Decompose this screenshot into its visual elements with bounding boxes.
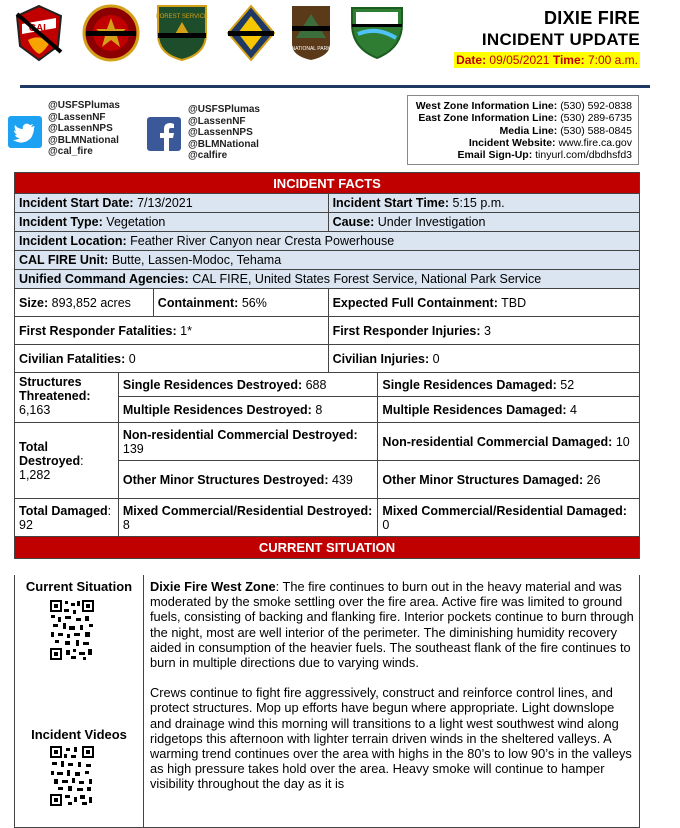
field-label: Non-residential Commercial Damaged:	[382, 434, 613, 449]
field-label: Single Residences Destroyed:	[122, 377, 303, 392]
incident-facts-heading: INCIDENT FACTS	[15, 173, 640, 194]
agencies-cell	[15, 270, 640, 289]
twitter-handle[interactable]: @LassenNF	[48, 111, 106, 123]
unit-cell	[15, 251, 640, 270]
date-time-line	[454, 52, 640, 68]
field-label: Size:	[19, 295, 49, 310]
field-value: 1*	[180, 323, 192, 338]
time-label: Time:	[552, 53, 585, 67]
info-line	[414, 149, 632, 161]
incident-videos-label: Incident Videos	[31, 727, 127, 742]
cal-fire-logo	[14, 4, 64, 62]
twitter-handle[interactable]: @LassenNPS	[48, 123, 113, 134]
field-value: 439	[331, 472, 353, 487]
date-label: Date:	[456, 53, 487, 67]
field-value: Feather River Canyon near Cresta Powerhouse	[130, 234, 395, 248]
civ-fatalities-cell	[15, 345, 329, 373]
field-value: 8	[122, 517, 130, 532]
fr-injuries-cell	[328, 317, 639, 345]
current-situation-section	[14, 575, 640, 828]
field-value: 5:15 p.m.	[452, 196, 505, 210]
info-value: (530) 592-0838	[560, 100, 632, 112]
field-label: Expected Full Containment:	[332, 295, 498, 310]
field-label: Multiple Residences Destroyed:	[122, 402, 312, 417]
contact-info-box	[407, 95, 639, 165]
field-value: 7/13/2021	[137, 196, 193, 210]
field-value: 26	[586, 472, 601, 487]
info-line	[414, 100, 632, 112]
fr-fatalities-cell	[15, 317, 329, 345]
situation-sidebar	[15, 575, 144, 828]
field-label: Other Minor Structures Damaged:	[382, 472, 584, 487]
facebook-handle[interactable]: @LassenNPS	[188, 127, 253, 138]
size-cell	[15, 289, 154, 317]
incident-facts-table	[14, 172, 640, 559]
field-value: 6,163	[19, 403, 51, 417]
facebook-handle[interactable]: @calfire	[188, 150, 228, 161]
time-value: 7:00 a.m.	[587, 53, 638, 67]
info-label: Media Line:	[499, 124, 558, 137]
info-line	[414, 137, 632, 149]
svg-text:FOREST SERVICE: FOREST SERVICE	[156, 14, 208, 20]
field-value: 893,852 acres	[51, 295, 131, 310]
field-label: Total Destroyed	[19, 439, 81, 468]
field-value: Butte, Lassen-Modoc, Tehama	[111, 253, 282, 267]
field-value: 8	[315, 402, 323, 417]
twitter-handles	[48, 100, 120, 158]
facebook-handle[interactable]: @BLMNational	[188, 138, 259, 150]
omd-cell	[118, 461, 378, 499]
mcdm-cell	[378, 499, 640, 537]
field-label: Incident Start Date:	[19, 196, 134, 210]
field-value: 10	[615, 434, 630, 449]
ncdm-cell	[378, 423, 640, 461]
cal-fire-star-logo	[82, 4, 140, 62]
field-label: Non-residential Commercial Destroyed:	[122, 427, 358, 442]
current-situation-label: Current Situation	[25, 579, 133, 594]
field-label: Mixed Commercial/Residential Destroyed:	[122, 503, 373, 518]
facebook-handles	[188, 104, 260, 162]
calfire-diamond-logo	[226, 4, 276, 62]
field-label: Mixed Commercial/Residential Damaged:	[382, 503, 627, 518]
info-line	[414, 125, 632, 137]
field-label: Incident Location:	[19, 234, 127, 248]
field-value: 1,282	[19, 467, 51, 482]
field-label: CAL FIRE Unit:	[19, 253, 109, 267]
cause-cell	[328, 213, 639, 232]
situation-text	[150, 579, 636, 807]
omdm-cell	[378, 461, 640, 499]
start-date-cell	[15, 194, 329, 213]
mrd-cell	[118, 397, 378, 423]
containment-cell	[153, 289, 328, 317]
field-value: Vegetation	[106, 215, 166, 229]
total-damaged-cell: Total Damaged: 92	[15, 499, 119, 537]
twitter-handle[interactable]: @BLMNational	[48, 134, 119, 146]
situation-paragraph-2: Crews continue to fight fire aggressively, construct and reinforce control lines, and protect structures. Mop up efforts have begun where appropriate. Light downslope and drainage wind this morning will transitions to a light west southwest wind along ridgetops this afternoon with lighter terrain driven winds in the sheltered valleys. A warming trend continues over the area with highs in the 80’s to low 90’s in the valleys as high pressure takes hold over the area. Heavy smoke will continue to hamper visibility throughout the day as it is	[150, 685, 632, 792]
info-value: (530) 289-6735	[560, 112, 632, 125]
situation-paragraph-1	[150, 579, 636, 670]
field-value: Under Investigation	[377, 215, 486, 229]
info-label: West Zone Information Line:	[415, 100, 558, 112]
svg-text:CAL: CAL	[28, 23, 50, 34]
svg-text:NATIONAL PARK: NATIONAL PARK	[291, 46, 331, 52]
twitter-handle[interactable]: @USFSPlumas	[48, 100, 120, 111]
title-line-1: DIXIE FIRE	[543, 8, 640, 28]
mrdm-cell	[378, 397, 640, 423]
field-label: Total Damaged	[19, 503, 108, 518]
type-cell	[15, 213, 329, 232]
blm-logo	[348, 4, 406, 62]
paragraph-text: : The fire continues to burn out in the heavy material and was moderated by the smoke settling over the fire area. Active fire was limited to ground fuels, consisting of backing and flanking fire. Interior pockets continue to burn through the night, most are well interior of the perimeter. The diminishing humidity recovery aided in consumption of the heavier fuels. The southeast flank of the fire continues to burn in multiple directions due to varying winds.	[150, 579, 634, 671]
info-label: East Zone Information Line:	[418, 112, 558, 125]
date-value: 09/05/2021	[489, 53, 550, 67]
field-value: TBD	[501, 295, 527, 310]
qr-code-icon[interactable]	[49, 745, 95, 807]
field-label: Containment:	[157, 295, 239, 310]
field-label: Other Minor Structures Destroyed:	[122, 472, 329, 487]
field-value: 3	[484, 323, 491, 338]
facebook-handle[interactable]: @USFSPlumas	[188, 104, 260, 115]
expected-containment-cell	[328, 289, 639, 317]
info-value: (530) 588-0845	[560, 124, 632, 137]
threatened-cell	[15, 373, 119, 423]
website-link[interactable]: www.fire.ca.gov	[558, 136, 632, 149]
facebook-icon[interactable]	[147, 117, 181, 151]
srd-cell	[118, 373, 378, 397]
mcd-cell	[118, 499, 378, 537]
title-block	[454, 8, 640, 69]
field-value: 0	[382, 517, 390, 532]
field-label: First Responder Injuries:	[332, 323, 481, 338]
signup-link[interactable]: tinyurl.com/dbdhsfd3	[535, 149, 632, 162]
field-label: Civilian Injuries:	[332, 351, 430, 366]
field-label: Multiple Residences Damaged:	[382, 402, 567, 417]
field-value: CAL FIRE, United States Forest Service, National Park Service	[192, 272, 542, 286]
civ-injuries-cell	[328, 345, 639, 373]
field-value: 56%	[241, 295, 267, 310]
qr-code-icon[interactable]	[49, 599, 95, 661]
field-value: 4	[569, 402, 577, 417]
title-line-2: INCIDENT UPDATE	[481, 30, 640, 49]
national-park-service-logo	[288, 4, 334, 62]
header-divider	[20, 85, 650, 88]
field-label: Unified Command Agencies:	[19, 272, 189, 286]
field-label: Single Residences Damaged:	[382, 377, 557, 392]
info-label: Incident Website:	[468, 136, 556, 149]
forest-service-logo	[156, 4, 208, 62]
start-time-cell	[328, 194, 639, 213]
field-value: 0	[128, 351, 136, 366]
srdm-cell	[378, 373, 640, 397]
field-value: 139	[122, 441, 144, 456]
current-situation-heading: CURRENT SITUATION	[15, 537, 640, 559]
field-label: Incident Type:	[19, 215, 103, 229]
twitter-icon[interactable]	[8, 116, 42, 148]
field-value: 52	[560, 377, 575, 392]
zone-label: Dixie Fire West Zone	[150, 579, 276, 594]
facebook-handle[interactable]: @LassenNF	[188, 115, 246, 127]
total-destroyed-cell: Total Destroyed: 1,282	[15, 423, 119, 499]
location-cell	[15, 232, 640, 251]
field-value: 92	[19, 517, 33, 532]
field-value: 0	[432, 351, 440, 366]
twitter-handle[interactable]: @cal_fire	[48, 146, 93, 157]
ncd-cell	[118, 423, 378, 461]
field-label: Incident Start Time:	[332, 196, 450, 210]
field-value: 688	[305, 377, 327, 392]
field-label: Structures Threatened:	[19, 375, 91, 403]
field-label: Cause:	[332, 215, 375, 229]
field-label: Civilian Fatalities:	[19, 351, 126, 366]
info-line	[414, 112, 632, 124]
field-label: First Responder Fatalities:	[19, 323, 177, 338]
info-label: Email Sign-Up:	[457, 149, 533, 162]
